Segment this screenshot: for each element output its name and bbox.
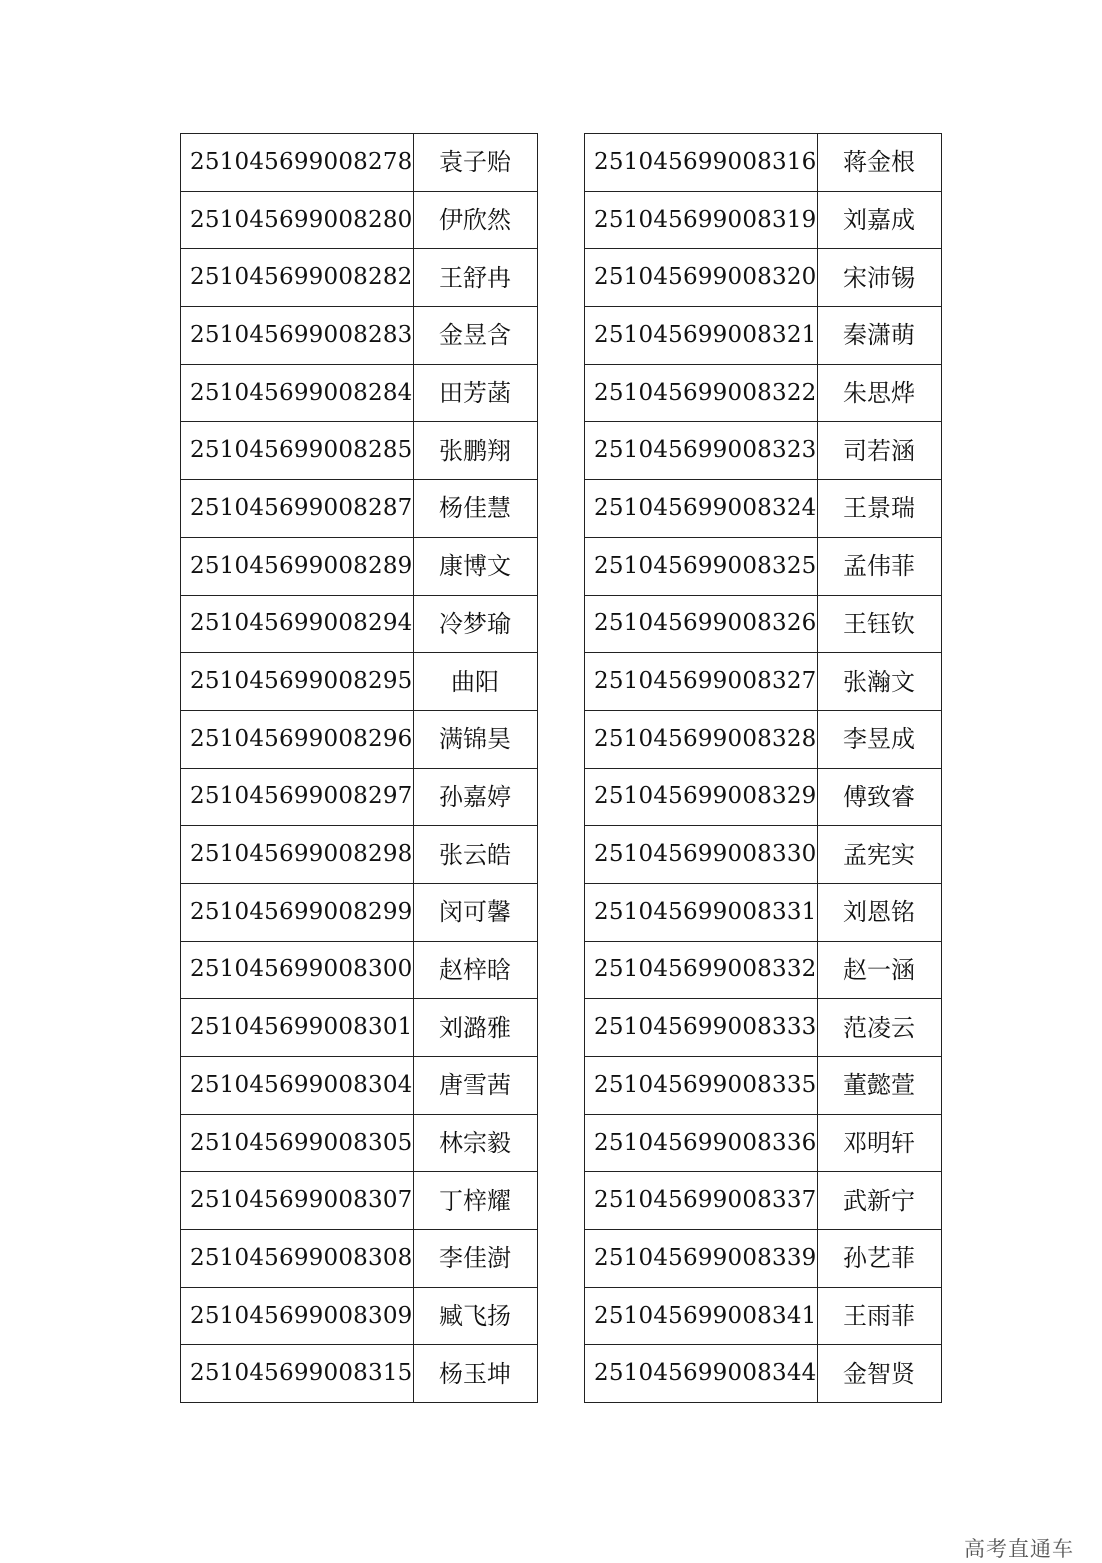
table-row xyxy=(585,653,942,711)
candidate-name-cell: 曲阳 xyxy=(413,653,537,711)
table-row xyxy=(585,999,942,1057)
candidate-id-cell: 251045699008344 xyxy=(585,1345,818,1403)
table-row xyxy=(181,480,538,538)
candidate-name-cell: 蒋金根 xyxy=(817,134,941,192)
table-row xyxy=(181,134,538,192)
table-row xyxy=(585,595,942,653)
candidate-id-cell: 251045699008283 xyxy=(181,307,414,365)
table-row xyxy=(181,999,538,1057)
candidate-name-cell: 唐雪茜 xyxy=(413,1057,537,1115)
candidate-id-cell: 251045699008282 xyxy=(181,249,414,307)
table-row xyxy=(585,422,942,480)
candidate-id-cell: 251045699008300 xyxy=(181,941,414,999)
candidate-name-cell: 孙嘉婷 xyxy=(413,768,537,826)
candidate-id-cell: 251045699008337 xyxy=(585,1172,818,1230)
roster-table-right xyxy=(584,133,942,1403)
candidate-id-cell: 251045699008308 xyxy=(181,1230,414,1288)
table-row xyxy=(585,191,942,249)
candidate-name-cell: 林宗毅 xyxy=(413,1114,537,1172)
candidate-name-cell: 刘恩铭 xyxy=(817,883,941,941)
roster-table-left xyxy=(180,133,538,1403)
candidate-name-cell: 孙艺菲 xyxy=(817,1230,941,1288)
table-row xyxy=(585,883,942,941)
candidate-id-cell: 251045699008319 xyxy=(585,191,818,249)
candidate-id-cell: 251045699008301 xyxy=(181,999,414,1057)
candidate-id-cell: 251045699008326 xyxy=(585,595,818,653)
table-row xyxy=(181,768,538,826)
candidate-name-cell: 朱思烨 xyxy=(817,364,941,422)
candidate-id-cell: 251045699008316 xyxy=(585,134,818,192)
candidate-id-cell: 251045699008332 xyxy=(585,941,818,999)
candidate-name-cell: 孟伟菲 xyxy=(817,537,941,595)
candidate-name-cell: 王钰钦 xyxy=(817,595,941,653)
candidate-name-cell: 秦潇萌 xyxy=(817,307,941,365)
table-row xyxy=(181,537,538,595)
candidate-name-cell: 司若涵 xyxy=(817,422,941,480)
candidate-name-cell: 臧飞扬 xyxy=(413,1287,537,1345)
table-row xyxy=(585,134,942,192)
candidate-id-cell: 251045699008280 xyxy=(181,191,414,249)
table-row xyxy=(181,595,538,653)
table-row xyxy=(585,710,942,768)
candidate-name-cell: 康博文 xyxy=(413,537,537,595)
candidate-id-cell: 251045699008325 xyxy=(585,537,818,595)
candidate-id-cell: 251045699008278 xyxy=(181,134,414,192)
candidate-name-cell: 董懿萱 xyxy=(817,1057,941,1115)
candidate-id-cell: 251045699008327 xyxy=(585,653,818,711)
candidate-id-cell: 251045699008307 xyxy=(181,1172,414,1230)
candidate-id-cell: 251045699008333 xyxy=(585,999,818,1057)
table-row xyxy=(181,941,538,999)
candidate-id-cell: 251045699008299 xyxy=(181,883,414,941)
candidate-id-cell: 251045699008304 xyxy=(181,1057,414,1115)
candidate-name-cell: 刘潞雅 xyxy=(413,999,537,1057)
table-row xyxy=(181,307,538,365)
table-row xyxy=(585,1287,942,1345)
candidate-name-cell: 王景瑞 xyxy=(817,480,941,538)
candidate-id-cell: 251045699008298 xyxy=(181,826,414,884)
candidate-id-cell: 251045699008309 xyxy=(181,1287,414,1345)
table-row xyxy=(181,422,538,480)
candidate-name-cell: 张瀚文 xyxy=(817,653,941,711)
candidate-name-cell: 金昱含 xyxy=(413,307,537,365)
table-row xyxy=(181,826,538,884)
candidate-id-cell: 251045699008336 xyxy=(585,1114,818,1172)
candidate-name-cell: 杨佳慧 xyxy=(413,480,537,538)
table-row xyxy=(585,826,942,884)
candidate-id-cell: 251045699008297 xyxy=(181,768,414,826)
table-row xyxy=(585,480,942,538)
candidate-name-cell: 宋沛锡 xyxy=(817,249,941,307)
candidate-name-cell: 范凌云 xyxy=(817,999,941,1057)
table-row xyxy=(181,1057,538,1115)
table-row xyxy=(181,364,538,422)
table-row xyxy=(181,653,538,711)
candidate-id-cell: 251045699008328 xyxy=(585,710,818,768)
table-row xyxy=(585,1057,942,1115)
candidate-name-cell: 赵一涵 xyxy=(817,941,941,999)
table-row xyxy=(585,1114,942,1172)
table-row xyxy=(181,1345,538,1403)
candidate-name-cell: 孟宪实 xyxy=(817,826,941,884)
table-row xyxy=(181,1287,538,1345)
table-row xyxy=(585,941,942,999)
candidate-id-cell: 251045699008322 xyxy=(585,364,818,422)
candidate-name-cell: 冷梦瑜 xyxy=(413,595,537,653)
candidate-id-cell: 251045699008329 xyxy=(585,768,818,826)
table-row xyxy=(181,1230,538,1288)
table-row xyxy=(181,1114,538,1172)
candidate-id-cell: 251045699008305 xyxy=(181,1114,414,1172)
watermark-text: 高考直通车 xyxy=(964,1537,1074,1561)
candidate-id-cell: 251045699008321 xyxy=(585,307,818,365)
candidate-name-cell: 邓明轩 xyxy=(817,1114,941,1172)
candidate-name-cell: 李昱成 xyxy=(817,710,941,768)
candidate-id-cell: 251045699008330 xyxy=(585,826,818,884)
candidate-id-cell: 251045699008331 xyxy=(585,883,818,941)
table-row xyxy=(181,710,538,768)
candidate-id-cell: 251045699008295 xyxy=(181,653,414,711)
table-row xyxy=(181,1172,538,1230)
candidate-id-cell: 251045699008294 xyxy=(181,595,414,653)
candidate-name-cell: 傅致睿 xyxy=(817,768,941,826)
candidate-id-cell: 251045699008289 xyxy=(181,537,414,595)
candidate-name-cell: 袁子贻 xyxy=(413,134,537,192)
candidate-id-cell: 251045699008323 xyxy=(585,422,818,480)
candidate-name-cell: 田芳菡 xyxy=(413,364,537,422)
candidate-id-cell: 251045699008320 xyxy=(585,249,818,307)
table-row xyxy=(181,883,538,941)
candidate-name-cell: 金智贤 xyxy=(817,1345,941,1403)
candidate-id-cell: 251045699008335 xyxy=(585,1057,818,1115)
table-row xyxy=(585,1172,942,1230)
candidate-id-cell: 251045699008315 xyxy=(181,1345,414,1403)
candidate-name-cell: 张鹏翔 xyxy=(413,422,537,480)
candidate-name-cell: 张云皓 xyxy=(413,826,537,884)
candidate-name-cell: 李佳澍 xyxy=(413,1230,537,1288)
candidate-name-cell: 杨玉坤 xyxy=(413,1345,537,1403)
candidate-id-cell: 251045699008324 xyxy=(585,480,818,538)
candidate-id-cell: 251045699008287 xyxy=(181,480,414,538)
candidate-name-cell: 王雨菲 xyxy=(817,1287,941,1345)
candidate-name-cell: 王舒冉 xyxy=(413,249,537,307)
candidate-name-cell: 刘嘉成 xyxy=(817,191,941,249)
candidate-name-cell: 赵梓晗 xyxy=(413,941,537,999)
table-row xyxy=(585,1345,942,1403)
candidate-name-cell: 伊欣然 xyxy=(413,191,537,249)
table-row xyxy=(585,1230,942,1288)
candidate-id-cell: 251045699008339 xyxy=(585,1230,818,1288)
candidate-id-cell: 251045699008296 xyxy=(181,710,414,768)
table-row xyxy=(181,249,538,307)
table-row xyxy=(585,768,942,826)
candidate-id-cell: 251045699008284 xyxy=(181,364,414,422)
table-row xyxy=(585,364,942,422)
candidate-id-cell: 251045699008285 xyxy=(181,422,414,480)
table-row xyxy=(585,307,942,365)
table-row xyxy=(181,191,538,249)
candidate-name-cell: 武新宁 xyxy=(817,1172,941,1230)
candidate-name-cell: 丁梓耀 xyxy=(413,1172,537,1230)
table-row xyxy=(585,249,942,307)
candidate-name-cell: 闵可馨 xyxy=(413,883,537,941)
table-row xyxy=(585,537,942,595)
candidate-id-cell: 251045699008341 xyxy=(585,1287,818,1345)
candidate-name-cell: 满锦昊 xyxy=(413,710,537,768)
